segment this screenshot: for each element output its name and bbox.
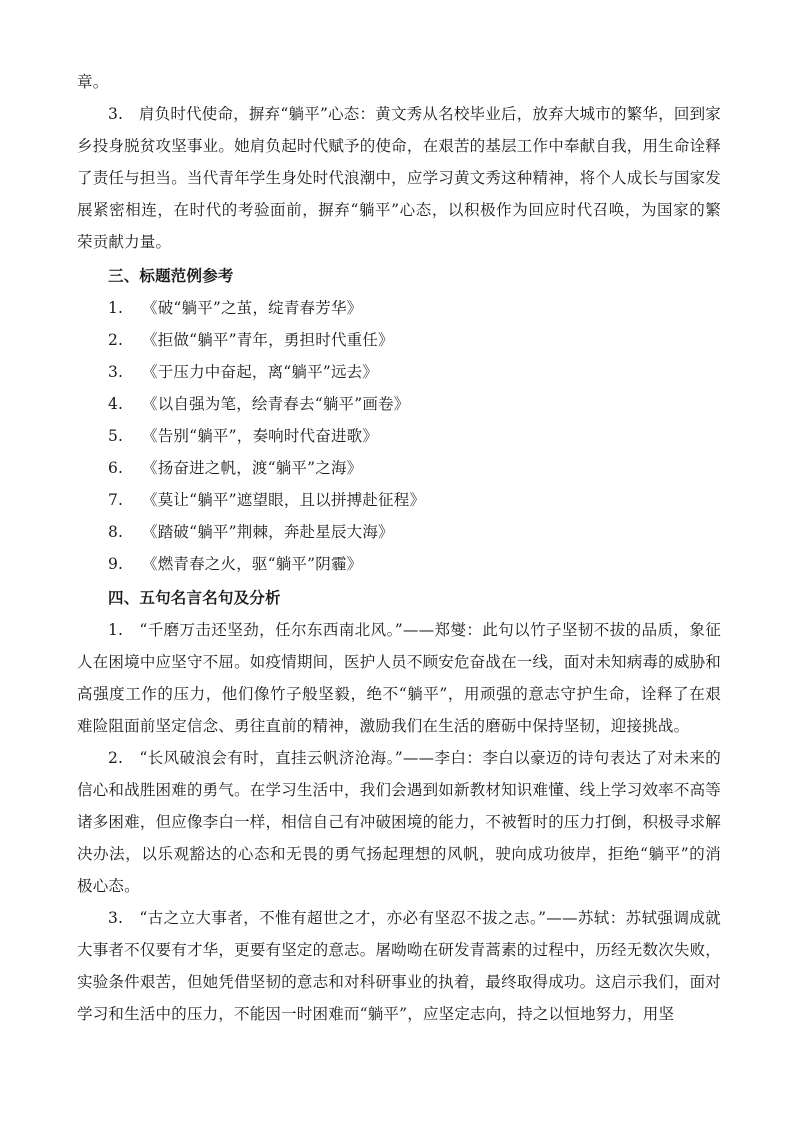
item-number: 6. [108,459,124,477]
item-title: 《破“躺平”之茧，绽青春芳华》 [142,299,363,317]
item-number: 2. [108,331,124,349]
item-title: 《告别“躺平”，奏响时代奋进歌》 [142,427,379,445]
item-number: 7. [108,491,124,509]
quote-analysis-3: 3. “古之立大事者，不惟有超世之才，亦必有坚忍不拔之志。”——苏轼：苏轼强调成就大事者不仅要有才华，更要有坚定的意志。屠呦呦在研发青蒿素的过程中，历经无数次失败，实验条件艰苦，但她凭借坚韧的意志和对科研事业的执着，最终取得成功。这启示我们，面对学习和生活中的压力，不能因一时困难而“躺平”，应坚定志向，持之以恒地努力，用坚 [77,909,721,1023]
list-item [77,388,721,420]
list-item [77,452,721,484]
item-number: 3. [108,363,124,381]
item-title: 《于压力中奋起，离“躺平”远去》 [142,363,379,381]
section-4-heading: 四、五句名言名句及分析 [108,588,281,607]
item-title: 《以自强为笔，绘青春去“躺平”画卷》 [142,395,410,413]
title-examples-list [77,292,721,580]
intro-tail-text: 章。 [77,73,109,91]
item-number: 9. [108,555,124,573]
list-item [77,292,721,324]
item-number: 5. [108,427,124,445]
list-item [77,356,721,388]
list-item [77,324,721,356]
document-page [77,66,721,1030]
list-item [77,548,721,580]
item-title: 《扬奋进之帆，渡“躺平”之海》 [142,459,363,477]
quote-analysis-2: 2. “长风破浪会有时，直挂云帆济沧海。”——李白：李白以豪迈的诗句表达了对未来的信心和战胜困难的勇气。在学习生活中，我们会遇到如新教材知识难懂、线上学习效率不高等诸多困难，但应像李白一样，相信自己有冲破困境的能力，不被暂时的压力打倒，积极寻求解决办法，以乐观豁达的心态和无畏的勇气扬起理想的风帆，驶向成功彼岸，拒绝“躺平”的消极心态。 [77,749,721,895]
list-item [77,516,721,548]
list-item [77,484,721,516]
item-title: 《踏破“躺平”荆棘，奔赴星辰大海》 [142,523,394,541]
item-title: 《燃青春之火，驱“躺平”阴霾》 [142,555,363,573]
quote-analysis-1: 1. “千磨万击还坚劲，任尔东西南北风。”——郑燮：此句以竹子坚韧不拔的品质，象征人在困境中应坚守不屈。如疫情期间，医护人员不顾安危奋战在一线，面对未知病毒的威胁和高强度工作的压力，他们像竹子般坚毅，绝不“躺平”，用顽强的意志守护生命，诠释了在艰难险阻面前坚定信念、勇往直前的精神，激励我们在生活的磨砺中保持坚韧，迎接挑战。 [77,621,721,735]
list-item [77,420,721,452]
section-3-heading: 三、标题范例参考 [108,266,234,285]
item-number: 1. [108,299,124,317]
item-title: 《莫让“躺平”遮望眼，且以拼搏赴征程》 [142,491,426,509]
item-number: 8. [108,523,124,541]
item-title: 《拒做“躺平”青年，勇担时代重任》 [142,331,394,349]
paragraph-3: 3. 肩负时代使命，摒弃“躺平”心态：黄文秀从名校毕业后，放弃大城市的繁华，回到家乡投身脱贫攻坚事业。她肩负起时代赋予的使命，在艰苦的基层工作中奉献自我，用生命诠释了责任与担当。当代青年学生身处时代浪潮中，应学习黄文秀这种精神，将个人成长与国家发展紧密相连，在时代的考验面前，摒弃“躺平”心态，以积极作为回应时代召唤，为国家的繁荣贡献力量。 [77,105,721,251]
item-number: 4. [108,395,124,413]
